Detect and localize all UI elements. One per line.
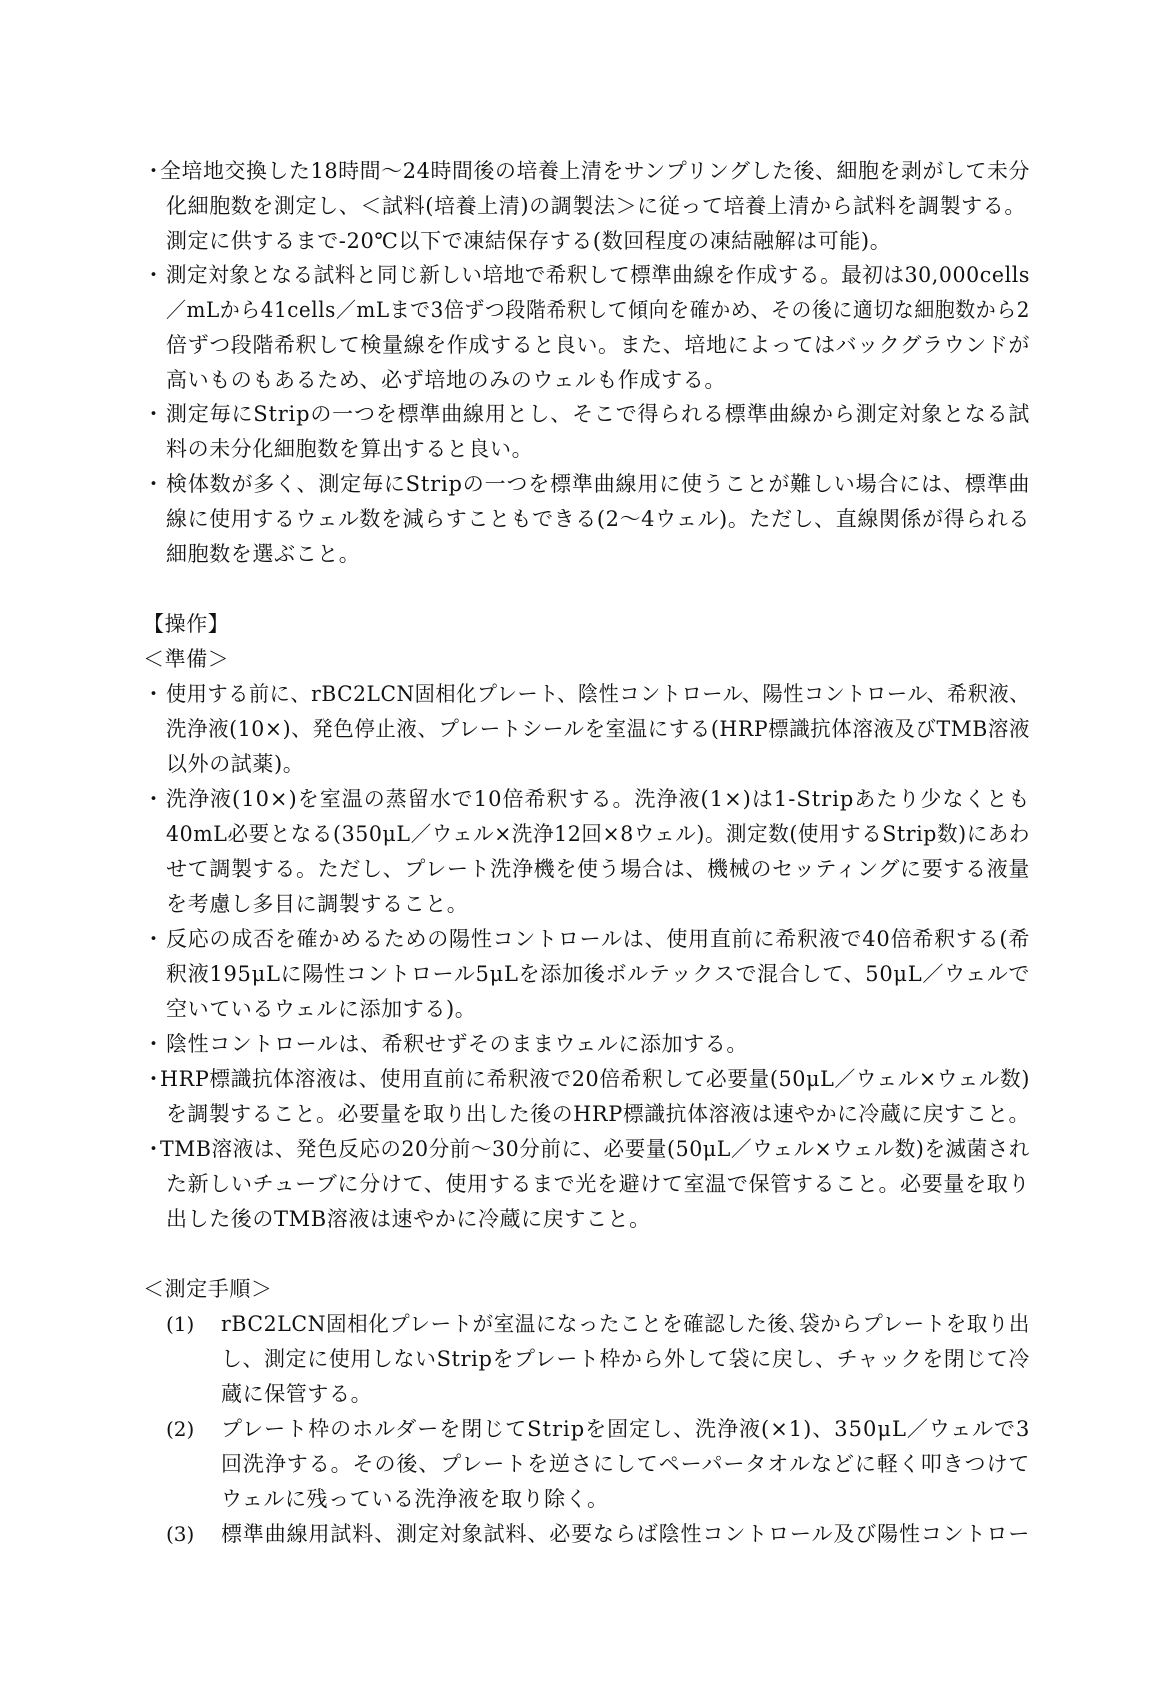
paragraph-line: ウェルに残っている洗浄液を取り除く。 — [221, 1487, 609, 1511]
paragraph-line: を考慮し多目に調製すること。 — [166, 892, 469, 916]
paragraph-line: ／mLから41cells／mLまで3倍ずつ段階希釈して傾向を確かめ、その後に適切な細胞数から2 — [166, 298, 1030, 322]
prep-heading: ＜準備＞ — [143, 647, 230, 671]
paragraph-line: 測定対象となる試料と同じ新しい培地で希釈して標準曲線を作成する。最初は30,000cells — [166, 263, 1030, 287]
bullet-mark: ・ — [143, 682, 164, 706]
paragraph-line: 化細胞数を測定し、＜試料(培養上清)の調製法＞に従って培養上清から試料を調製する。 — [166, 194, 1026, 218]
paragraph-line: 高いものもあるため、必ず培地のみのウェルも作成する。 — [166, 368, 726, 392]
paragraph-line: rBC2LCN固相化プレートが室温になったことを確認した後､袋からプレートを取り出 — [221, 1312, 1030, 1336]
bullet-mark: ・ — [143, 402, 164, 426]
paragraph-line: 洗浄液(10×)を室温の蒸留水で10倍希釈する。洗浄液(1×)は1-Stripあたり少なくとも — [166, 787, 1031, 811]
paragraph-line: 以外の試薬)。 — [166, 752, 305, 776]
paragraph-line: た新しいチューブに分けて、使用するまで光を避けて室温で保管すること。必要量を取り — [166, 1172, 1031, 1196]
step-number: (2) — [166, 1417, 195, 1441]
operation-heading: 【操作】 — [143, 612, 230, 636]
paragraph-line: 回洗浄する。その後、プレートを逆さにしてペーパータオルなどに軽く叩きつけて — [221, 1452, 1031, 1476]
paragraph-line: 40mL必要となる(350μL／ウェル×洗浄12回×8ウェル)。測定数(使用するStrip数)にあわ — [166, 822, 1030, 846]
bullet-mark: ・ — [143, 263, 164, 287]
paragraph-line: 反応の成否を確かめるための陽性コントロールは、使用直前に希釈液で40倍希釈する(希 — [166, 927, 1031, 951]
paragraph-line: 検体数が多く、測定毎にStripの一つを標準曲線用に使うことが難しい場合には、標準曲 — [166, 472, 1031, 496]
paragraph-line: 釈液195μLに陽性コントロール5μLを添加後ボルテックスで混合して、50μL／ウェルで — [166, 962, 1031, 986]
bullet-mark: ・ — [143, 1067, 164, 1091]
paragraph-line: 測定毎にStripの一つを標準曲線用とし、そこで得られる標準曲線から測定対象となる試 — [166, 402, 1031, 426]
bullet-mark: ・ — [143, 159, 164, 183]
paragraph-line: 陰性コントロールは、希釈せずそのままウェルに添加する。 — [166, 1032, 748, 1056]
paragraph-line: プレート枠のホルダーを閉じてStripを固定し、洗浄液(×1)、350μL／ウェルで3 — [221, 1417, 1031, 1441]
paragraph-line: 線に使用するウェル数を減らすこともできる(2～4ウェル)。ただし、直線関係が得られる — [166, 507, 1030, 531]
paragraph-line: 使用する前に、rBC2LCN固相化プレート、陰性コントロール、陽性コントロール、希釈液、 — [166, 682, 1030, 706]
paragraph-line: を調製すること。必要量を取り出した後のHRP標識抗体溶液は速やかに冷蔵に戻すこと。 — [166, 1102, 1030, 1126]
bullet-mark: ・ — [143, 787, 164, 811]
step-number: (3) — [166, 1522, 195, 1546]
paragraph-line: 出した後のTMB溶液は速やかに冷蔵に戻すこと。 — [166, 1207, 651, 1231]
procedure-heading: ＜測定手順＞ — [143, 1277, 273, 1301]
paragraph-line: HRP標識抗体溶液は、使用直前に希釈液で20倍希釈して必要量(50μL／ウェル×ウェル数) — [160, 1067, 1030, 1091]
step-number: (1) — [166, 1312, 195, 1336]
bullet-mark: ・ — [143, 472, 164, 496]
paragraph-line: 倍ずつ段階希釈して検量線を作成すると良い。また、培地によってはバックグラウンドが — [166, 333, 1030, 357]
paragraph-line: 細胞数を選ぶこと。 — [166, 542, 361, 566]
paragraph-line: 空いているウェルに添加する)。 — [166, 997, 477, 1021]
paragraph-line: 料の未分化細胞数を算出すると良い。 — [166, 437, 534, 461]
paragraph-line: 洗浄液(10×)、発色停止液、プレートシールを室温にする(HRP標識抗体溶液及びTMB溶液 — [166, 717, 1030, 741]
paragraph-line: 全培地交換した18時間～24時間後の培養上清をサンプリングした後、細胞を剥がして未分 — [160, 159, 1030, 183]
paragraph-line: せて調製する。ただし、プレート洗浄機を使う場合は、機械のセッティングに要する液量 — [166, 857, 1031, 881]
bullet-mark: ・ — [143, 1032, 164, 1056]
bullet-mark: ・ — [143, 927, 164, 951]
bullet-mark: ・ — [143, 1137, 164, 1161]
paragraph-line: 標準曲線用試料、測定対象試料、必要ならば陰性コントロール及び陽性コントロー — [221, 1522, 1031, 1546]
paragraph-line: 測定に供するまで-20℃以下で凍結保存する(数回程度の凍結融解は可能)。 — [166, 229, 892, 253]
paragraph-line: TMB溶液は、発色反応の20分前～30分前に、必要量(50μL／ウェル×ウェル数)を滅菌され — [160, 1137, 1030, 1161]
paragraph-line: し、測定に使用しないStripをプレート枠から外して袋に戻し、チャックを閉じて冷 — [221, 1347, 1030, 1371]
paragraph-line: 蔵に保管する。 — [221, 1382, 373, 1406]
